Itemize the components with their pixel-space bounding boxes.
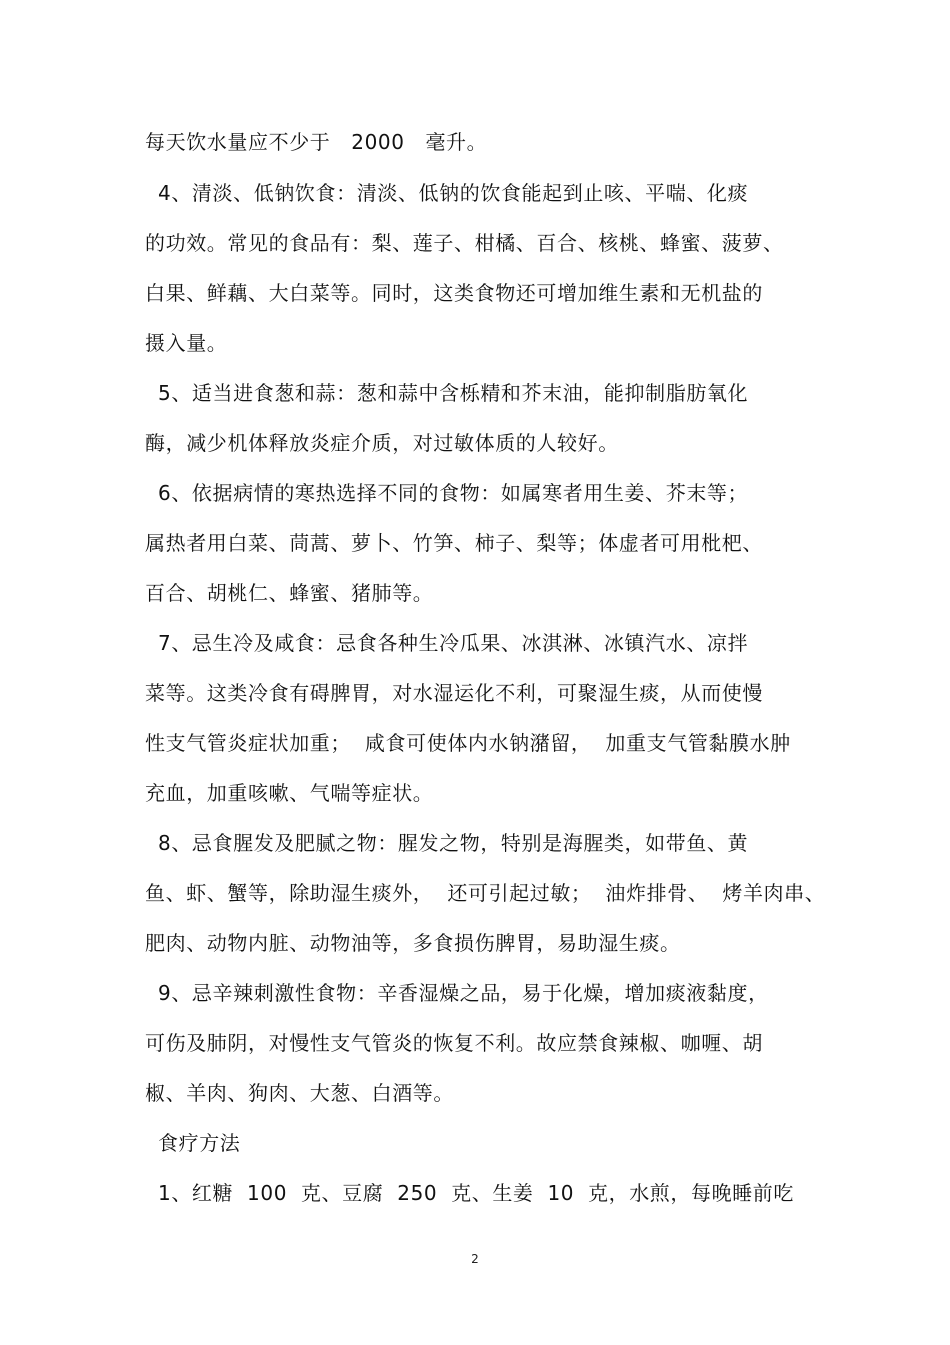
text-line: 鱼、虾、蟹等，除助湿生痰外， 还可引起过敏； 油炸排骨、 烤羊肉串、: [145, 881, 826, 905]
text-line: 属热者用白菜、茼蒿、萝卜、竹笋、柿子、梨等；体虚者可用枇杷、: [145, 531, 763, 555]
page-number: 2: [471, 1252, 479, 1266]
section-heading: 食疗方法: [158, 1131, 241, 1155]
text-line: 6、依据病情的寒热选择不同的食物：如属寒者用生姜、芥末等；: [158, 481, 749, 505]
text-line: 椒、羊肉、狗肉、大葱、白酒等。: [145, 1081, 454, 1105]
text-line: 酶，减少机体释放炎症介质，对过敏体质的人较好。: [145, 431, 619, 455]
text-line: 百合、胡桃仁、蜂蜜、猪肺等。: [145, 581, 434, 605]
text-line: 白果、鲜藕、大白菜等。同时，这类食物还可增加维生素和无机盐的: [145, 281, 763, 305]
text-line: 性支气管炎症状加重； 咸食可使体内水钠潴留， 加重支气管黏膜水肿: [145, 731, 791, 755]
text-line: 可伤及肺阴，对慢性支气管炎的恢复不利。故应禁食辣椒、咖喱、胡: [145, 1031, 763, 1055]
text-line: 8、忌食腥发及肥腻之物：腥发之物，特别是海腥类，如带鱼、黄: [158, 831, 749, 855]
text-line: 摄入量。: [145, 331, 228, 355]
text-line: 肥肉、动物内脏、动物油等，多食损伤脾胃，易助湿生痰。: [145, 931, 681, 955]
text-line: 7、忌生冷及咸食：忌食各种生冷瓜果、冰淇淋、冰镇汽水、凉拌: [158, 631, 749, 655]
text-line: 每天饮水量应不少于 2000 毫升。: [145, 130, 488, 154]
text-line: 1、红糖 100 克、豆腐 250 克、生姜 10 克，水煎，每晚睡前吃: [158, 1181, 795, 1205]
text-line: 4、清淡、低钠饮食：清淡、低钠的饮食能起到止咳、平喘、化痰: [158, 181, 749, 205]
text-line: 充血，加重咳嗽、气喘等症状。: [145, 781, 434, 805]
text-line: 9、忌辛辣刺激性食物：辛香湿燥之品，易于化燥，增加痰液黏度，: [158, 981, 769, 1005]
text-line: 的功效。常见的食品有：梨、莲子、柑橘、百合、核桃、蜂蜜、菠萝、: [145, 231, 784, 255]
text-line: 5、适当进食葱和蒜：葱和蒜中含栎精和芥末油，能抑制脂肪氧化: [158, 381, 749, 405]
text-line: 菜等。这类冷食有碍脾胃，对水湿运化不利，可聚湿生痰，从而使慢: [145, 681, 763, 705]
